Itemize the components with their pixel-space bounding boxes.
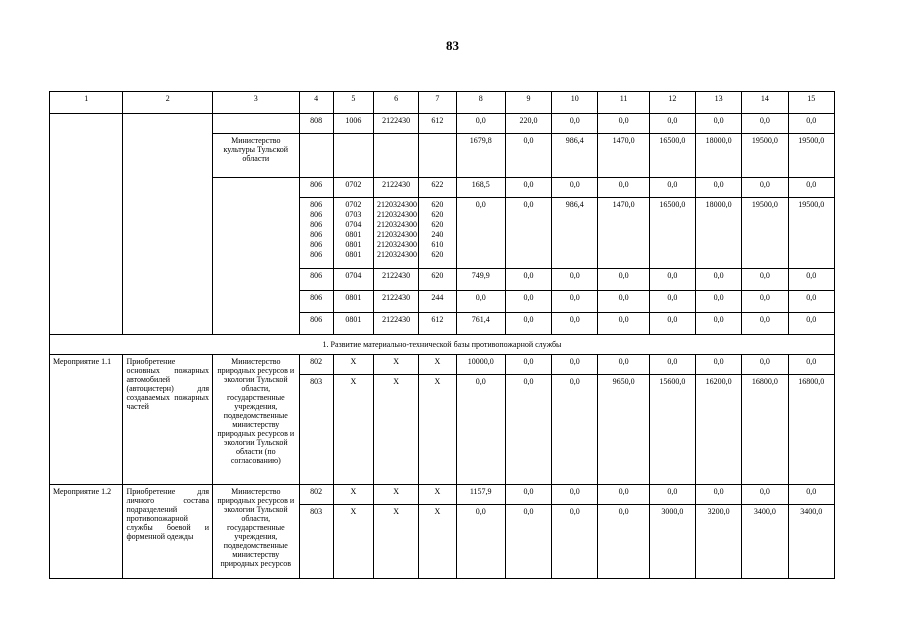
value-cell: 0,0 <box>742 178 788 198</box>
value-cell: 0,0 <box>552 355 598 375</box>
value-cell: 0,0 <box>552 505 598 579</box>
kbk-cell: 806 <box>299 269 333 291</box>
value-cell: 0,0 <box>742 355 788 375</box>
measure-description: Приобретение для личного состава подразделений противопожарной службы боевой и форменной одежды <box>123 485 213 579</box>
kbk-cell-line: 610 <box>431 240 444 249</box>
column-header: 7 <box>419 92 456 114</box>
measure-executor: Министерство природных ресурсов и экологии Тульской области, государственные учреждения, подведомственные министерству природных ресурсов <box>213 485 300 579</box>
value-cell: 1470,0 <box>598 198 649 269</box>
value-cell: 0,0 <box>649 178 695 198</box>
value-cell: 0,0 <box>649 269 695 291</box>
value-cell: 1470,0 <box>598 134 649 178</box>
kbk-cell-line: 0801 <box>345 240 362 249</box>
value-cell: 0,0 <box>788 291 834 313</box>
value-cell: 0,0 <box>505 355 551 375</box>
kbk-cell: 612 <box>419 114 456 134</box>
table-row <box>50 485 835 505</box>
kbk-cell-line: 2120324300 <box>377 210 418 219</box>
value-cell: 0,0 <box>598 114 649 134</box>
kbk-cell <box>419 198 456 269</box>
kbk-cell: 2122430 <box>374 291 419 313</box>
kbk-cell: X <box>419 485 456 505</box>
value-cell: 986,4 <box>552 198 598 269</box>
value-cell: 19500,0 <box>742 134 788 178</box>
value-cell: 16500,0 <box>649 134 695 178</box>
kbk-cell: 802 <box>299 355 333 375</box>
value-cell: 0,0 <box>505 269 551 291</box>
column-header: 12 <box>649 92 695 114</box>
value-cell: 0,0 <box>505 375 551 485</box>
column-header: 10 <box>552 92 598 114</box>
value-cell: 0,0 <box>505 485 551 505</box>
value-cell: 9650,0 <box>598 375 649 485</box>
kbk-cell: X <box>374 375 419 485</box>
kbk-cell: X <box>374 505 419 579</box>
value-cell: 0,0 <box>742 114 788 134</box>
kbk-cell: X <box>374 355 419 375</box>
value-cell: 0,0 <box>456 114 505 134</box>
page-number: 83 <box>446 38 459 53</box>
kbk-cell-line: 2120324300 <box>377 200 418 209</box>
value-cell: 0,0 <box>649 291 695 313</box>
kbk-cell: 802 <box>299 485 333 505</box>
table-row <box>50 114 835 134</box>
executor-cell: Министерство культуры Тульской области <box>213 134 300 178</box>
kbk-cell: 808 <box>299 114 333 134</box>
value-cell: 16500,0 <box>649 198 695 269</box>
value-cell: 0,0 <box>696 313 742 335</box>
value-cell: 0,0 <box>788 313 834 335</box>
value-cell: 220,0 <box>505 114 551 134</box>
value-cell: 19500,0 <box>788 198 834 269</box>
kbk-cell-line: 806 <box>310 250 323 259</box>
value-cell: 0,0 <box>552 291 598 313</box>
kbk-cell: 612 <box>419 313 456 335</box>
kbk-cell-line: 806 <box>310 240 323 249</box>
value-cell: 0,0 <box>456 375 505 485</box>
kbk-cell <box>419 134 456 178</box>
value-cell: 0,0 <box>649 485 695 505</box>
kbk-cell: X <box>419 355 456 375</box>
value-cell: 0,0 <box>552 485 598 505</box>
kbk-cell-line: 2120324300 <box>377 230 418 239</box>
value-cell: 0,0 <box>649 114 695 134</box>
kbk-cell: 2122430 <box>374 114 419 134</box>
kbk-cell <box>374 198 419 269</box>
kbk-cell: 806 <box>299 313 333 335</box>
kbk-cell-line: 806 <box>310 220 323 229</box>
kbk-cell <box>333 198 373 269</box>
kbk-cell-line: 0801 <box>345 230 362 239</box>
kbk-cell: X <box>419 375 456 485</box>
value-cell: 0,0 <box>598 178 649 198</box>
kbk-cell: 620 <box>419 269 456 291</box>
kbk-cell: X <box>333 505 373 579</box>
column-header: 8 <box>456 92 505 114</box>
kbk-cell: 806 <box>299 178 333 198</box>
value-cell: 0,0 <box>456 198 505 269</box>
value-cell: 0,0 <box>598 485 649 505</box>
value-cell: 0,0 <box>696 269 742 291</box>
value-cell: 3400,0 <box>742 505 788 579</box>
kbk-cell: 1006 <box>333 114 373 134</box>
value-cell: 0,0 <box>649 313 695 335</box>
value-cell: 0,0 <box>552 178 598 198</box>
kbk-cell-line: 806 <box>310 210 323 219</box>
kbk-cell-line: 2120324300 <box>377 220 418 229</box>
column-header: 14 <box>742 92 788 114</box>
value-cell: 0,0 <box>742 269 788 291</box>
kbk-cell: 622 <box>419 178 456 198</box>
kbk-cell: X <box>419 505 456 579</box>
column-header: 5 <box>333 92 373 114</box>
kbk-cell-line: 0801 <box>345 250 362 259</box>
value-cell: 0,0 <box>598 355 649 375</box>
column-header: 2 <box>123 92 213 114</box>
value-cell: 1157,9 <box>456 485 505 505</box>
value-cell: 0,0 <box>505 505 551 579</box>
value-cell: 0,0 <box>788 355 834 375</box>
column-header: 4 <box>299 92 333 114</box>
value-cell: 15600,0 <box>649 375 695 485</box>
value-cell: 0,0 <box>552 114 598 134</box>
budget-table <box>49 91 835 579</box>
kbk-cell: 2122430 <box>374 269 419 291</box>
value-cell: 0,0 <box>696 485 742 505</box>
value-cell: 19500,0 <box>742 198 788 269</box>
measure-name: Мероприятие 1.1 <box>50 355 123 485</box>
value-cell: 16200,0 <box>696 375 742 485</box>
value-cell: 0,0 <box>598 313 649 335</box>
value-cell: 0,0 <box>742 291 788 313</box>
kbk-cell-line: 2120324300 <box>377 240 418 249</box>
value-cell: 0,0 <box>505 313 551 335</box>
measure-executor: Министерство природных ресурсов и экологии Тульской области, государственные учреждения, подведомственные министерству природных ресурсов и экологии Тульской области (по согласованию) <box>213 355 300 485</box>
value-cell: 0,0 <box>788 485 834 505</box>
cell-col2 <box>123 114 213 335</box>
kbk-cell-line: 806 <box>310 230 323 239</box>
column-header: 9 <box>505 92 551 114</box>
value-cell: 0,0 <box>505 198 551 269</box>
kbk-cell <box>299 134 333 178</box>
header-row <box>50 92 835 114</box>
value-cell: 18000,0 <box>696 198 742 269</box>
value-cell: 19500,0 <box>788 134 834 178</box>
value-cell: 0,0 <box>742 485 788 505</box>
value-cell: 0,0 <box>505 291 551 313</box>
value-cell: 761,4 <box>456 313 505 335</box>
section-title: 1. Развитие материально-технической базы противопожарной службы <box>50 335 835 355</box>
value-cell: 0,0 <box>598 269 649 291</box>
kbk-cell-line: 240 <box>431 230 444 239</box>
value-cell: 986,4 <box>552 134 598 178</box>
value-cell: 3000,0 <box>649 505 695 579</box>
column-header: 3 <box>213 92 300 114</box>
kbk-cell <box>374 134 419 178</box>
kbk-cell: X <box>333 485 373 505</box>
kbk-cell <box>299 198 333 269</box>
kbk-cell-line: 620 <box>431 250 444 259</box>
column-header: 11 <box>598 92 649 114</box>
value-cell: 3200,0 <box>696 505 742 579</box>
table-row <box>50 355 835 375</box>
value-cell: 16800,0 <box>742 375 788 485</box>
column-header: 15 <box>788 92 834 114</box>
kbk-cell-line: 620 <box>431 210 444 219</box>
kbk-cell: 803 <box>299 375 333 485</box>
value-cell: 10000,0 <box>456 355 505 375</box>
value-cell: 0,0 <box>505 178 551 198</box>
kbk-cell: 2122430 <box>374 313 419 335</box>
value-cell: 749,9 <box>456 269 505 291</box>
kbk-cell: 244 <box>419 291 456 313</box>
value-cell: 0,0 <box>552 269 598 291</box>
value-cell: 0,0 <box>505 134 551 178</box>
value-cell: 0,0 <box>696 178 742 198</box>
value-cell: 168,5 <box>456 178 505 198</box>
value-cell: 0,0 <box>788 178 834 198</box>
kbk-cell-line: 620 <box>431 220 444 229</box>
value-cell: 0,0 <box>456 505 505 579</box>
value-cell: 16800,0 <box>788 375 834 485</box>
kbk-cell-line: 0702 <box>345 200 362 209</box>
kbk-cell: 0704 <box>333 269 373 291</box>
value-cell: 3400,0 <box>788 505 834 579</box>
value-cell: 0,0 <box>696 355 742 375</box>
kbk-cell: 0702 <box>333 178 373 198</box>
kbk-cell: X <box>333 355 373 375</box>
section-row <box>50 335 835 355</box>
value-cell: 18000,0 <box>696 134 742 178</box>
value-cell: 0,0 <box>598 505 649 579</box>
kbk-cell-line: 2120324300 <box>377 250 418 259</box>
kbk-cell: X <box>374 485 419 505</box>
kbk-cell: 806 <box>299 291 333 313</box>
value-cell: 0,0 <box>552 313 598 335</box>
value-cell: 1679,8 <box>456 134 505 178</box>
value-cell: 0,0 <box>788 269 834 291</box>
kbk-cell-line: 806 <box>310 200 323 209</box>
cell-col3 <box>213 178 300 335</box>
value-cell: 0,0 <box>696 291 742 313</box>
column-header: 6 <box>374 92 419 114</box>
column-header: 13 <box>696 92 742 114</box>
kbk-cell-line: 0704 <box>345 220 362 229</box>
kbk-cell <box>333 134 373 178</box>
value-cell: 0,0 <box>788 114 834 134</box>
value-cell: 0,0 <box>742 313 788 335</box>
kbk-cell: 0801 <box>333 291 373 313</box>
kbk-cell: 2122430 <box>374 178 419 198</box>
kbk-cell-line: 0703 <box>345 210 362 219</box>
column-header: 1 <box>50 92 123 114</box>
measure-description: Приобретение основных пожарных автомобилей (автоцистерн) для создаваемых пожарных частей <box>123 355 213 485</box>
value-cell: 0,0 <box>552 375 598 485</box>
measure-name: Мероприятие 1.2 <box>50 485 123 579</box>
cell-col1 <box>50 114 123 335</box>
value-cell: 0,0 <box>456 291 505 313</box>
kbk-cell: X <box>333 375 373 485</box>
value-cell: 0,0 <box>649 355 695 375</box>
cell-col3 <box>213 114 300 134</box>
kbk-cell: 0801 <box>333 313 373 335</box>
kbk-cell-line: 620 <box>431 200 444 209</box>
value-cell: 0,0 <box>598 291 649 313</box>
value-cell: 0,0 <box>696 114 742 134</box>
kbk-cell: 803 <box>299 505 333 579</box>
